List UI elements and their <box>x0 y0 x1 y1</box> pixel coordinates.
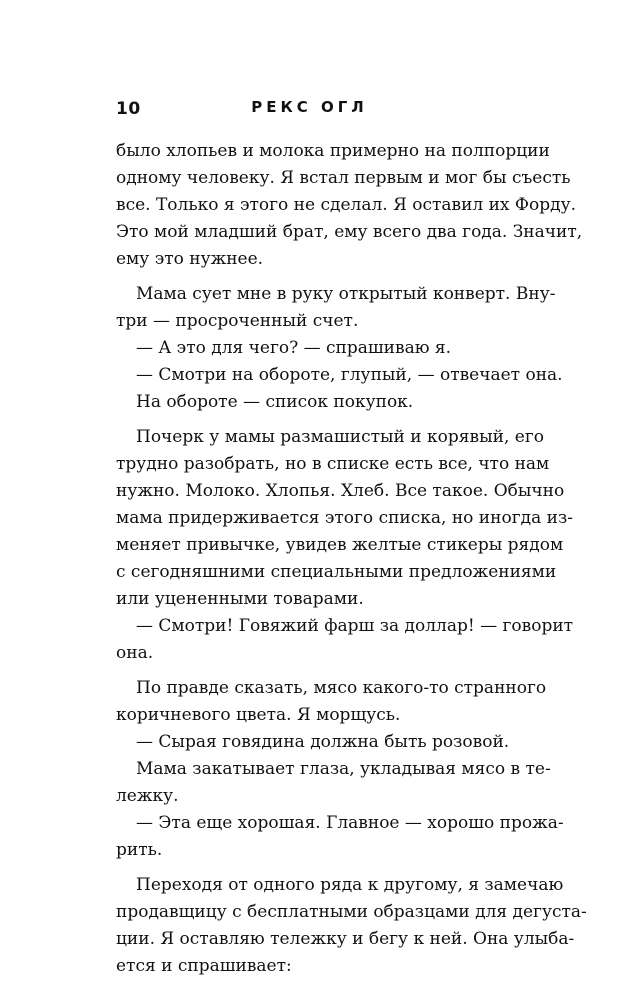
text-line: Мама закатывает глаза, укладывая мясо в те- <box>136 759 551 779</box>
text-line: было хлопьев и молока примерно на полпорции <box>116 141 550 161</box>
text-line: — Смотри! Говяжий фарш за доллар! — говорит <box>136 616 574 636</box>
text-line: Почерк у мамы размашистый и корявый, его <box>136 427 544 447</box>
text-line: меняет привычке, увидев желтые стикеры рядом <box>116 535 564 555</box>
text-line: — Эта еще хорошая. Главное — хорошо прожа- <box>136 813 564 833</box>
text-line: все. Только я этого не сделал. Я оставил их Форду. <box>116 195 577 215</box>
text-line: лежку. <box>116 786 179 806</box>
text-line: продавщицу с бесплатными образцами для дегуста- <box>116 902 587 922</box>
text-line: она. <box>116 643 154 663</box>
text-line: По правде сказать, мясо какого-то странного <box>136 678 547 698</box>
text-line: Это мой младший брат, ему всего два года. Значит, <box>116 222 583 242</box>
text-line: три — просроченный счет. <box>116 311 359 331</box>
text-line: Мама сует мне в руку открытый конверт. Вну- <box>136 284 556 304</box>
text-line: ему это нужнее. <box>116 249 264 269</box>
page-number: 10 <box>116 99 141 119</box>
text-line: — Смотри на обороте, глупый, — отвечает она. <box>136 365 563 385</box>
text-line: мама придерживается этого списка, но иногда из- <box>116 508 573 528</box>
text-line: ции. Я оставляю тележку и бегу к ней. Она улыба- <box>116 929 575 949</box>
text-line: — А это для чего? — спрашиваю я. <box>136 338 452 358</box>
body-text <box>116 138 587 980</box>
text-line: одному человеку. Я встал первым и мог бы съесть <box>116 168 571 188</box>
running-head: РЕКС ОГЛ <box>251 98 368 116</box>
text-line: нужно. Молоко. Хлопья. Хлеб. Все такое. Обычно <box>116 481 565 501</box>
text-line: или уцененными товарами. <box>116 589 364 609</box>
text-line: трудно разобрать, но в списке есть все, что нам <box>116 454 550 474</box>
text-line: Переходя от одного ряда к другому, я замечаю <box>136 875 564 895</box>
text-line: с сегодняшними специальными предложениями <box>116 562 557 582</box>
text-line: ется и спрашивает: <box>116 956 292 976</box>
text-line: На обороте — список покупок. <box>136 392 414 412</box>
text-line: рить. <box>116 840 163 860</box>
text-line: — Сырая говядина должна быть розовой. <box>136 732 510 752</box>
text-line: коричневого цвета. Я морщусь. <box>116 705 401 725</box>
